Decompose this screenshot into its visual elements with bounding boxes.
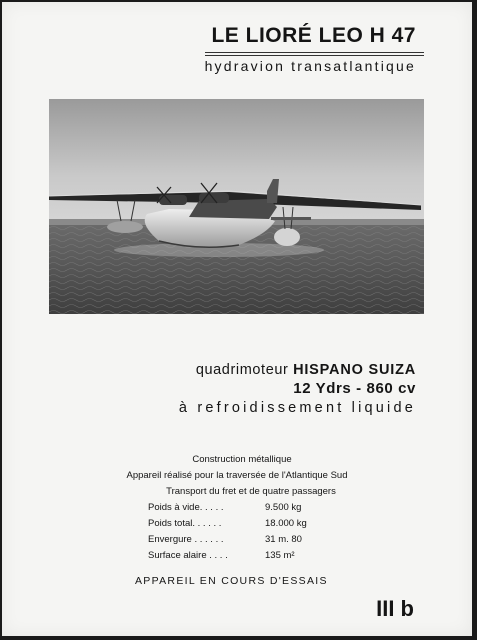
status-note: APPAREIL EN COURS D'ESSAIS (135, 575, 328, 587)
spec-value: 9.500 kg (265, 502, 302, 513)
document-page (2, 2, 472, 636)
spec-row (148, 532, 472, 548)
spec-label: Poids à vide. . . . . (148, 502, 224, 513)
spec-label: Envergure . . . . . . (148, 534, 224, 545)
spec-line: Transport du fret et de quatre passagers (166, 486, 336, 497)
engine-model: 12 Ydrs - 860 cv (293, 380, 416, 397)
spec-row (148, 548, 472, 564)
spec-table (148, 500, 472, 564)
spec-value: 18.000 kg (265, 518, 307, 529)
page-title: LE LIORÉ LEO H 47 (211, 24, 416, 47)
plate-number: III b (376, 596, 414, 621)
engine-block (179, 362, 416, 416)
seaplane-photo (49, 99, 424, 314)
engine-cooling: à refroidissement liquide (178, 400, 416, 416)
spec-line: Appareil réalisé pour la traversée de l'Atlantique Sud (126, 470, 348, 481)
spec-value: 31 m. 80 (265, 534, 302, 545)
spec-value: 135 m² (265, 550, 295, 561)
spec-row (148, 500, 472, 516)
spec-label: Surface alaire . . . . (148, 550, 228, 561)
spec-label: Poids total. . . . . . (148, 518, 222, 529)
spec-row (148, 516, 472, 532)
engine-line (179, 362, 416, 378)
specifications (2, 452, 472, 564)
spec-line: Construction métallique (192, 454, 292, 465)
engine-prefix: quadrimoteur (195, 362, 294, 378)
engine-make: HISPANO SUIZA (293, 362, 416, 378)
title-divider (205, 52, 424, 56)
page-subtitle: hydravion transatlantique (204, 58, 416, 74)
